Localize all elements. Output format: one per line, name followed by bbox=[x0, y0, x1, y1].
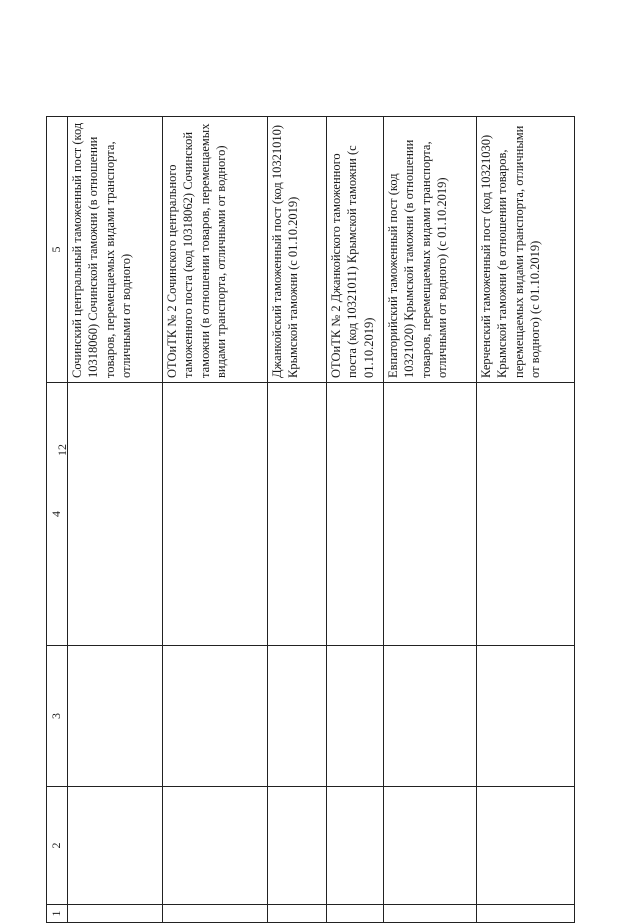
empty-cell bbox=[268, 787, 327, 905]
table-row bbox=[477, 117, 575, 923]
empty-cell bbox=[68, 646, 163, 787]
empty-cell bbox=[163, 787, 268, 905]
table-header-row bbox=[47, 117, 68, 923]
empty-cell bbox=[327, 383, 384, 646]
empty-cell bbox=[163, 646, 268, 787]
table-row bbox=[327, 117, 384, 923]
empty-cell bbox=[268, 646, 327, 787]
empty-cell bbox=[384, 383, 477, 646]
empty-cell bbox=[477, 383, 575, 646]
empty-cell bbox=[327, 646, 384, 787]
empty-cell bbox=[327, 787, 384, 905]
customs-post-cell: ОТОиТК № 2 Джанкойского таможенного поста (код 10321011) Крымской таможни (с 01.10.2019) bbox=[327, 117, 384, 383]
page-number: 12 bbox=[55, 444, 69, 456]
customs-post-cell: Евпаторийский таможенный пост (код 10321020) Крымской таможни (в отношении товаров, перемещаемых видами транспорта, отличными от водного) (с 01.10.2019) bbox=[384, 117, 477, 383]
customs-post-cell: Сочинский центральный таможенный пост (код 10318060) Сочинской таможни (в отношении товаров, перемещаемых видами транспорта, отличными от водного) bbox=[68, 117, 163, 383]
empty-cell bbox=[268, 905, 327, 923]
customs-post-cell: Керченский таможенный пост (код 10321030) Крымской таможни (в отношении товаров, перемещаемых видами транспорта, отличными от водного) (с 01.10.2019) bbox=[477, 117, 575, 383]
customs-post-cell: ОТОиТК № 2 Сочинского центрального таможенного поста (код 10318062) Сочинской таможни (в отношении товаров, перемещаемых видами транспорта, отличными от водного) bbox=[163, 117, 268, 383]
empty-cell bbox=[68, 787, 163, 905]
empty-cell bbox=[163, 383, 268, 646]
empty-cell bbox=[327, 905, 384, 923]
column-header-5: 5 bbox=[47, 117, 68, 383]
table-row bbox=[163, 117, 268, 923]
customs-posts-table bbox=[46, 116, 575, 923]
empty-cell bbox=[384, 905, 477, 923]
column-header-1: 1 bbox=[47, 905, 68, 923]
customs-post-cell: Джанкойский таможенный пост (код 10321010) Крымской таможни (с 01.10.2019) bbox=[268, 117, 327, 383]
empty-cell bbox=[477, 787, 575, 905]
column-header-3: 3 bbox=[47, 646, 68, 787]
empty-cell bbox=[384, 646, 477, 787]
table-row bbox=[68, 117, 163, 923]
column-header-4: 4 bbox=[47, 383, 68, 646]
column-header-2: 2 bbox=[47, 787, 68, 905]
empty-cell bbox=[477, 646, 575, 787]
empty-cell bbox=[163, 905, 268, 923]
empty-cell bbox=[68, 383, 163, 646]
empty-cell bbox=[68, 905, 163, 923]
empty-cell bbox=[384, 787, 477, 905]
table-row bbox=[384, 117, 477, 923]
table-row bbox=[268, 117, 327, 923]
empty-cell bbox=[268, 383, 327, 646]
empty-cell bbox=[477, 905, 575, 923]
